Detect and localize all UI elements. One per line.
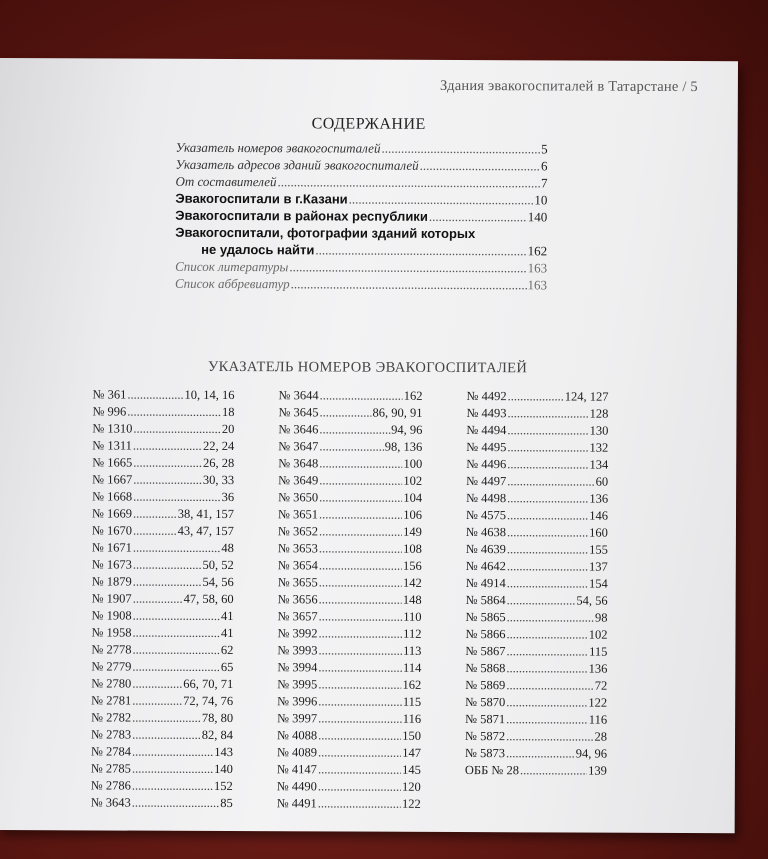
index-title: УКАЗАТЕЛЬ НОМЕРОВ ЭВАКОГОСПИТАЛЕЙ xyxy=(207,358,528,377)
index-row xyxy=(92,505,234,523)
index-row xyxy=(92,454,234,472)
index-row xyxy=(92,607,234,625)
index-row-pages: 20 xyxy=(221,421,235,437)
index-row xyxy=(278,506,422,524)
index-row-pages: 139 xyxy=(588,763,607,778)
index-row-pages: 155 xyxy=(589,542,608,557)
index-row xyxy=(91,726,233,744)
index-row-pages: 78, 80 xyxy=(201,710,234,726)
index-row-number: № 2785 xyxy=(90,761,131,776)
index-row-number: № 3649 xyxy=(278,473,319,488)
index-row xyxy=(466,558,608,576)
index-row-number: № 3646 xyxy=(278,422,319,437)
index-row-pages: 136 xyxy=(588,661,608,676)
index-row-pages: 112 xyxy=(403,626,422,641)
index-row-number: № 4498 xyxy=(466,491,507,506)
index-row-number: № 1310 xyxy=(92,421,133,436)
index-row xyxy=(277,710,421,728)
index-row-pages: 54, 56 xyxy=(202,574,234,590)
index-row-number: № 5873 xyxy=(464,746,506,761)
index-row-pages: 30, 33 xyxy=(202,472,235,488)
index-row-pages: 130 xyxy=(589,423,609,438)
index-row xyxy=(278,608,422,626)
index-row xyxy=(466,592,608,610)
index-row xyxy=(91,641,233,659)
index-row-number: № 1908 xyxy=(91,608,132,623)
toc-entry xyxy=(175,207,547,226)
index-row-number: № 4490 xyxy=(276,779,317,794)
index-row xyxy=(465,728,607,746)
index-row-number: № 5864 xyxy=(465,593,506,608)
index-row-number: № 5871 xyxy=(465,712,506,727)
index-row-number: № 3995 xyxy=(277,677,318,692)
index-row-pages: 36 xyxy=(221,489,235,505)
index-row-number: № 2784 xyxy=(90,744,132,759)
index-row-pages: 41 xyxy=(221,608,234,624)
index-row-number: ОББ № 28 xyxy=(464,763,519,778)
index-row xyxy=(92,556,234,574)
index-row xyxy=(92,471,234,489)
index-row-pages: 137 xyxy=(589,559,608,574)
index-row xyxy=(466,456,608,474)
index-row-pages: 54, 56 xyxy=(576,593,608,608)
index-row-number: № 2782 xyxy=(91,710,132,725)
index-row xyxy=(92,573,234,591)
index-row-pages: 145 xyxy=(402,762,421,777)
index-row-pages: 136 xyxy=(589,491,609,506)
index-row-number: № 1667 xyxy=(92,472,133,487)
index-row-number: № 3651 xyxy=(277,507,319,522)
index-row-number: № 1879 xyxy=(91,574,132,589)
index-row-number: № 1671 xyxy=(91,540,132,555)
index-row xyxy=(92,590,234,608)
index-row-pages: 142 xyxy=(402,575,422,590)
index-row-pages: 60 xyxy=(595,474,609,489)
index-row-number: № 1669 xyxy=(91,506,133,521)
index-row-pages: 41 xyxy=(220,625,234,641)
index-row-pages: 115 xyxy=(589,644,608,659)
index-row-number: № 4089 xyxy=(276,745,318,760)
index-row xyxy=(277,761,421,779)
toc-entry-page: 162 xyxy=(527,243,548,259)
index-row xyxy=(465,660,607,678)
index-row xyxy=(277,744,421,762)
index-row-pages: 128 xyxy=(589,406,609,421)
index-row-number: № 1668 xyxy=(92,489,133,504)
toc-entry-page: 163 xyxy=(527,260,548,276)
index-row-number: № 3997 xyxy=(277,711,318,726)
toc-entry xyxy=(176,156,548,175)
index-row-pages: 154 xyxy=(588,576,608,591)
toc-entry xyxy=(175,241,547,260)
toc-title: СОДЕРЖАНИЕ xyxy=(311,115,426,133)
index-row xyxy=(277,778,421,796)
index-row xyxy=(277,625,421,643)
index-row xyxy=(92,437,234,455)
index-row xyxy=(465,745,607,763)
toc-entry-page: 6 xyxy=(541,158,548,174)
book-page xyxy=(0,58,738,833)
index-row xyxy=(465,762,607,780)
index-row-number: № 3996 xyxy=(277,694,318,709)
index-row-pages: 82, 84 xyxy=(201,727,234,743)
index-row-number: № 1958 xyxy=(91,625,132,640)
index-row-pages: 132 xyxy=(589,440,609,455)
index-row xyxy=(277,727,421,745)
index-row xyxy=(466,388,608,406)
index-row xyxy=(466,490,608,508)
index-row-number: № 1907 xyxy=(91,591,132,606)
index-row-number: № 4638 xyxy=(465,525,507,540)
index-row-pages: 62 xyxy=(220,642,234,658)
toc-entry-label-line1: Эвакогоспитали, фотографии зданий которых xyxy=(175,224,476,242)
index-row-number: № 3647 xyxy=(278,439,319,454)
toc-entry-page: 10 xyxy=(534,192,548,208)
index-row xyxy=(278,404,422,422)
index-row-pages: 156 xyxy=(403,558,422,573)
index-row xyxy=(92,386,234,404)
index-row-pages: 66, 70, 71 xyxy=(183,676,234,692)
toc-entry xyxy=(176,139,548,158)
index-row xyxy=(278,438,422,456)
index-row-number: № 5869 xyxy=(465,678,506,693)
toc-entry-label: Указатель номеров эвакогоспиталей xyxy=(175,139,381,156)
index-row xyxy=(278,421,422,439)
index-row-number: № 5868 xyxy=(465,661,506,676)
index-row xyxy=(92,403,234,421)
index-row-number: № 3992 xyxy=(277,626,318,641)
index-row-number: № 4492 xyxy=(466,389,507,404)
index-row xyxy=(92,539,234,557)
index-row-pages: 106 xyxy=(403,507,423,522)
index-row xyxy=(465,677,607,695)
index-row-pages: 72 xyxy=(594,678,608,693)
index-row-number: № 4088 xyxy=(277,728,318,743)
index-row xyxy=(278,574,422,592)
index-row-number: № 4497 xyxy=(466,474,507,489)
index-row xyxy=(91,624,233,642)
index-row-pages: 120 xyxy=(402,779,421,794)
toc-entry-label: Указатель адресов зданий эвакогоспиталей xyxy=(175,156,419,173)
index-column-2 xyxy=(277,387,423,813)
index-row-pages: 146 xyxy=(589,508,609,523)
index-row-pages: 10, 14, 16 xyxy=(184,387,235,403)
toc-entry-label: От составителей xyxy=(175,173,277,190)
index-row-number: № 4147 xyxy=(276,762,317,777)
index-row xyxy=(277,642,421,660)
index-row xyxy=(278,472,422,490)
index-row xyxy=(91,692,233,710)
index-row-number: № 4494 xyxy=(466,423,507,438)
index-row xyxy=(278,489,422,507)
index-row-pages: 134 xyxy=(589,457,609,472)
index-row-number: № 5865 xyxy=(465,610,506,625)
index-row xyxy=(466,609,608,627)
index-row-pages: 72, 74, 76 xyxy=(183,693,234,709)
index-row-number: № 4491 xyxy=(276,796,317,811)
toc-entry xyxy=(175,275,547,294)
index-row-pages: 160 xyxy=(589,525,608,540)
index-row xyxy=(91,743,233,761)
index-row xyxy=(466,439,608,457)
index-row xyxy=(278,540,422,558)
index-row-number: № 3652 xyxy=(277,524,319,539)
index-row-pages: 104 xyxy=(403,490,423,505)
toc-entry-label: Список аббревиатур xyxy=(174,275,290,292)
index-row xyxy=(278,557,422,575)
index-row xyxy=(91,794,233,812)
index-row-number: № 3655 xyxy=(277,575,318,590)
toc-entry-page: 5 xyxy=(541,141,548,157)
index-row-pages: 108 xyxy=(403,541,422,556)
index-row-number: № 1670 xyxy=(91,523,133,538)
toc-entry-label: Список литературы xyxy=(175,258,289,275)
index-row-number: № 2780 xyxy=(91,676,132,691)
index-row xyxy=(465,694,607,712)
toc-entry xyxy=(175,173,547,192)
index-row-pages: 149 xyxy=(403,524,422,539)
index-row-number: № 5872 xyxy=(465,729,506,744)
index-row xyxy=(465,711,607,729)
toc-entry-label: Эвакогоспитали в районах республики xyxy=(175,207,428,224)
index-row-pages: 102 xyxy=(403,473,423,488)
index-row-pages: 65 xyxy=(220,659,234,675)
index-row-number: № 2779 xyxy=(91,659,132,674)
index-column-3 xyxy=(465,388,609,780)
index-row-pages: 28 xyxy=(594,729,608,744)
index-row xyxy=(277,676,421,694)
index-row-number: № 1311 xyxy=(92,438,132,453)
index-row-pages: 86, 90, 91 xyxy=(372,405,423,420)
index-row-number: № 3657 xyxy=(277,609,318,624)
index-row-number: № 3643 xyxy=(90,795,131,810)
index-row xyxy=(92,488,234,506)
index-row-number: № 3650 xyxy=(278,490,319,505)
index-row-number: № 3653 xyxy=(277,541,318,556)
index-row xyxy=(278,591,422,609)
index-row-number: № 4495 xyxy=(466,440,507,455)
toc-entry-page: 163 xyxy=(527,277,548,293)
index-row-number: № 2781 xyxy=(91,693,132,708)
index-row xyxy=(465,626,607,644)
index-row xyxy=(466,422,608,440)
index-row-pages: 122 xyxy=(588,695,608,710)
running-head: Здания эвакогоспиталей в Татарстане / 5 xyxy=(440,77,698,96)
index-row-number: № 3656 xyxy=(277,592,318,607)
index-row-pages: 38, 41, 157 xyxy=(177,506,235,522)
index-row-pages: 150 xyxy=(402,728,422,743)
index-row-number: № 4496 xyxy=(466,457,507,472)
index-row-number: № 3648 xyxy=(278,456,319,471)
index-row-number: № 2778 xyxy=(91,642,132,657)
index-row xyxy=(466,405,608,423)
index-row-pages: 48 xyxy=(221,540,234,556)
toc-entry-label: Эвакогоспитали в г.Казани xyxy=(175,190,348,207)
index-row-number: № 3993 xyxy=(277,643,318,658)
index-row xyxy=(91,760,233,778)
index-row-pages: 124, 127 xyxy=(564,389,609,404)
index-row xyxy=(466,473,608,491)
index-row-number: № 5866 xyxy=(465,627,506,642)
index-row-pages: 110 xyxy=(403,609,422,624)
index-row-number: № 4642 xyxy=(465,559,506,574)
index-row-number: № 1673 xyxy=(91,557,132,572)
index-row-number: № 4914 xyxy=(465,576,506,591)
index-row-pages: 162 xyxy=(402,677,422,692)
index-row-pages: 114 xyxy=(403,660,422,675)
index-row-number: № 5867 xyxy=(465,644,506,659)
index-row-number: № 1665 xyxy=(92,455,133,470)
index-row xyxy=(277,795,421,813)
index-row xyxy=(278,387,422,405)
index-row xyxy=(465,643,607,661)
toc-entry xyxy=(175,258,547,277)
index-row xyxy=(278,523,422,541)
index-row-pages: 152 xyxy=(214,778,233,794)
index-row xyxy=(466,541,608,559)
toc-entry-page: 140 xyxy=(527,209,548,225)
index-row xyxy=(91,709,233,727)
index-row-pages: 94, 96 xyxy=(575,746,608,761)
index-row-number: № 2783 xyxy=(91,727,132,742)
index-row-pages: 115 xyxy=(402,694,422,709)
index-row-pages: 100 xyxy=(403,456,423,471)
index-row xyxy=(92,420,234,438)
index-row xyxy=(277,693,421,711)
index-row-pages: 116 xyxy=(588,712,608,727)
index-row xyxy=(466,524,608,542)
index-row-number: № 996 xyxy=(92,404,127,419)
index-row-number: № 3654 xyxy=(277,558,318,573)
index-row-pages: 116 xyxy=(402,711,422,726)
index-row-pages: 102 xyxy=(588,627,608,642)
toc-entry xyxy=(175,190,547,209)
index-row xyxy=(92,522,234,540)
index-column-1 xyxy=(91,386,235,812)
index-row-number: № 4639 xyxy=(465,542,506,557)
index-row-number: № 3994 xyxy=(277,660,318,675)
index-row-pages: 85 xyxy=(220,795,233,811)
index-row-pages: 43, 47, 157 xyxy=(177,523,234,539)
index-row-number: № 4493 xyxy=(466,406,507,421)
index-row-pages: 162 xyxy=(403,388,423,403)
index-row-pages: 22, 24 xyxy=(203,438,235,454)
index-row-number: № 361 xyxy=(92,387,127,402)
index-row-number: № 3645 xyxy=(278,405,319,420)
index-row-pages: 26, 28 xyxy=(202,455,235,471)
index-row-number: № 2786 xyxy=(90,778,131,793)
index-row-number: № 4575 xyxy=(465,508,507,523)
index-row-pages: 98, 136 xyxy=(384,439,423,454)
toc-entry-page: 7 xyxy=(540,175,548,191)
index-row-number: № 3644 xyxy=(278,388,319,403)
index-row-pages: 50, 52 xyxy=(202,557,234,573)
index-row-pages: 122 xyxy=(401,796,421,811)
index-row xyxy=(91,658,233,676)
index-row-pages: 147 xyxy=(402,745,422,760)
toc-entry-label: не удалось найти xyxy=(201,241,315,258)
index-row-pages: 148 xyxy=(402,592,422,607)
index-row xyxy=(466,575,608,593)
index-row-pages: 143 xyxy=(214,744,234,760)
index-row-pages: 140 xyxy=(214,761,233,777)
index-row-pages: 98 xyxy=(595,610,608,625)
index-row-pages: 18 xyxy=(221,404,235,420)
table-of-contents xyxy=(175,139,548,294)
index-row-pages: 94, 96 xyxy=(391,422,423,437)
index-row-pages: 113 xyxy=(403,643,422,658)
index-row xyxy=(466,507,608,525)
index-row-pages: 47, 58, 60 xyxy=(183,591,234,607)
index-row xyxy=(91,777,233,795)
index-row xyxy=(278,455,422,473)
index-row xyxy=(91,675,233,693)
index-row xyxy=(277,659,421,677)
index-row-number: № 5870 xyxy=(465,695,506,710)
